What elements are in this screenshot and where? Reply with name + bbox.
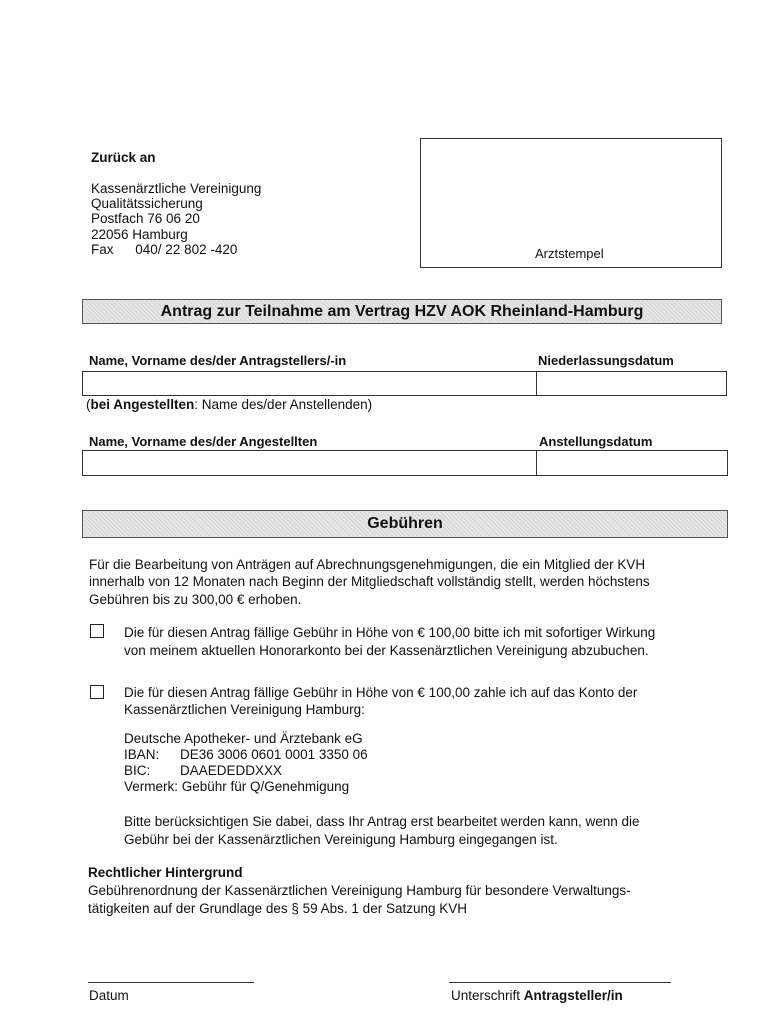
stamp-label: Arztstempel: [535, 246, 604, 261]
option-debit-line: von meinem aktuellen Honorarkonto bei der Kassenärztlichen Vereinigung abzubuchen.: [124, 643, 649, 658]
fax-line: [91, 242, 237, 257]
form-title-text: Antrag zur Teilnahme am Vertrag HZV AOK Rheinland-Hamburg: [160, 303, 644, 320]
option-transfer-text: [124, 685, 724, 721]
applicant-name-label: Name, Vorname des/der Antragstellers/-in: [89, 353, 347, 368]
fees-heading: [82, 510, 728, 538]
applicant-signature-line[interactable]: [449, 982, 671, 983]
employment-date-field[interactable]: [536, 450, 728, 476]
fees-intro: [89, 557, 729, 609]
bic-value: DAAEDEDDXXX: [180, 763, 283, 778]
applicant-name-field[interactable]: [82, 371, 537, 396]
employee-name-label: Name, Vorname des/der Angestellten: [89, 434, 318, 449]
notice-line: Gebühr bei der Kassenärztlichen Vereinigung Hamburg eingegangen ist.: [124, 832, 558, 847]
date-signature-line[interactable]: [88, 982, 254, 983]
legal-background: [88, 865, 728, 919]
bic-row: [124, 763, 282, 778]
address-line: 22056 Hamburg: [91, 227, 188, 242]
bank-details: [124, 731, 524, 795]
date-label: Datum: [89, 988, 129, 1003]
bank-transfer-checkbox[interactable]: [90, 685, 104, 699]
debit-account-checkbox[interactable]: [90, 624, 104, 638]
employee-note: [86, 397, 372, 412]
notice-line: Bitte berücksichtigen Sie dabei, dass Ihr Antrag erst bearbeitet werden kann, wenn die: [124, 814, 640, 829]
employee-note-rest: : Name des/der Anstellenden): [194, 397, 373, 412]
signature-label: [451, 988, 623, 1003]
fax-number: 040/ 22 802 -420: [135, 242, 238, 257]
fees-intro-line: Gebühren bis zu 300,00 € erhoben.: [89, 592, 302, 607]
option-transfer-line: Kassenärztlichen Vereinigung Hamburg:: [124, 702, 365, 717]
legal-line: tätigkeiten auf der Grundlage des § 59 Abs. 1 der Satzung KVH: [88, 901, 467, 916]
fax-label: Fax: [91, 242, 114, 257]
employment-date-label: Anstellungsdatum: [539, 434, 653, 449]
bank-name: Deutsche Apotheker- und Ärztebank eG: [124, 731, 363, 746]
signature-role: Antragsteller/in: [523, 988, 623, 1003]
signature-prefix: Unterschrift: [451, 988, 524, 1003]
legal-line: Gebührenordnung der Kassenärztlichen Vereinigung Hamburg für besondere Verwaltungs-: [88, 883, 631, 898]
fees-intro-line: Für die Bearbeitung von Anträgen auf Abrechnungsgenehmigungen, die ein Mitglied der KVH: [89, 557, 646, 572]
address-line: Kassenärztliche Vereinigung: [91, 181, 262, 196]
legal-heading: Rechtlicher Hintergrund: [88, 865, 243, 880]
establishment-date-field[interactable]: [536, 371, 727, 396]
address-line: Postfach 76 06 20: [91, 211, 200, 226]
fees-intro-line: innerhalb von 12 Monaten nach Beginn der Mitgliedschaft vollständig stellt, werden höchstens: [89, 574, 650, 589]
bic-label: BIC:: [124, 763, 151, 778]
iban-label: IBAN:: [124, 747, 160, 762]
return-address: [91, 150, 391, 260]
fees-heading-text: Gebühren: [367, 515, 443, 532]
option-debit-text: [124, 625, 724, 661]
employee-name-field[interactable]: [82, 450, 537, 476]
processing-notice: [124, 814, 724, 850]
iban-row: [124, 747, 368, 762]
employee-note-open: (: [86, 397, 91, 412]
transfer-note: Vermerk: Gebühr für Q/Genehmigung: [124, 779, 350, 794]
employee-note-bold: bei Angestellten: [90, 397, 195, 412]
return-heading: Zurück an: [91, 150, 156, 165]
iban-value: DE36 3006 0601 0001 3350 06: [180, 747, 368, 762]
address-line: Qualitätssicherung: [91, 196, 203, 211]
establishment-date-label: Niederlassungsdatum: [538, 353, 674, 368]
option-transfer-line: Die für diesen Antrag fällige Gebühr in Höhe von € 100,00 zahle ich auf das Konto der: [124, 685, 638, 700]
form-title: [82, 299, 722, 324]
stamp-box: [420, 138, 722, 268]
option-debit-line: Die für diesen Antrag fällige Gebühr in Höhe von € 100,00 bitte ich mit sofortiger Wirkung: [124, 625, 656, 640]
